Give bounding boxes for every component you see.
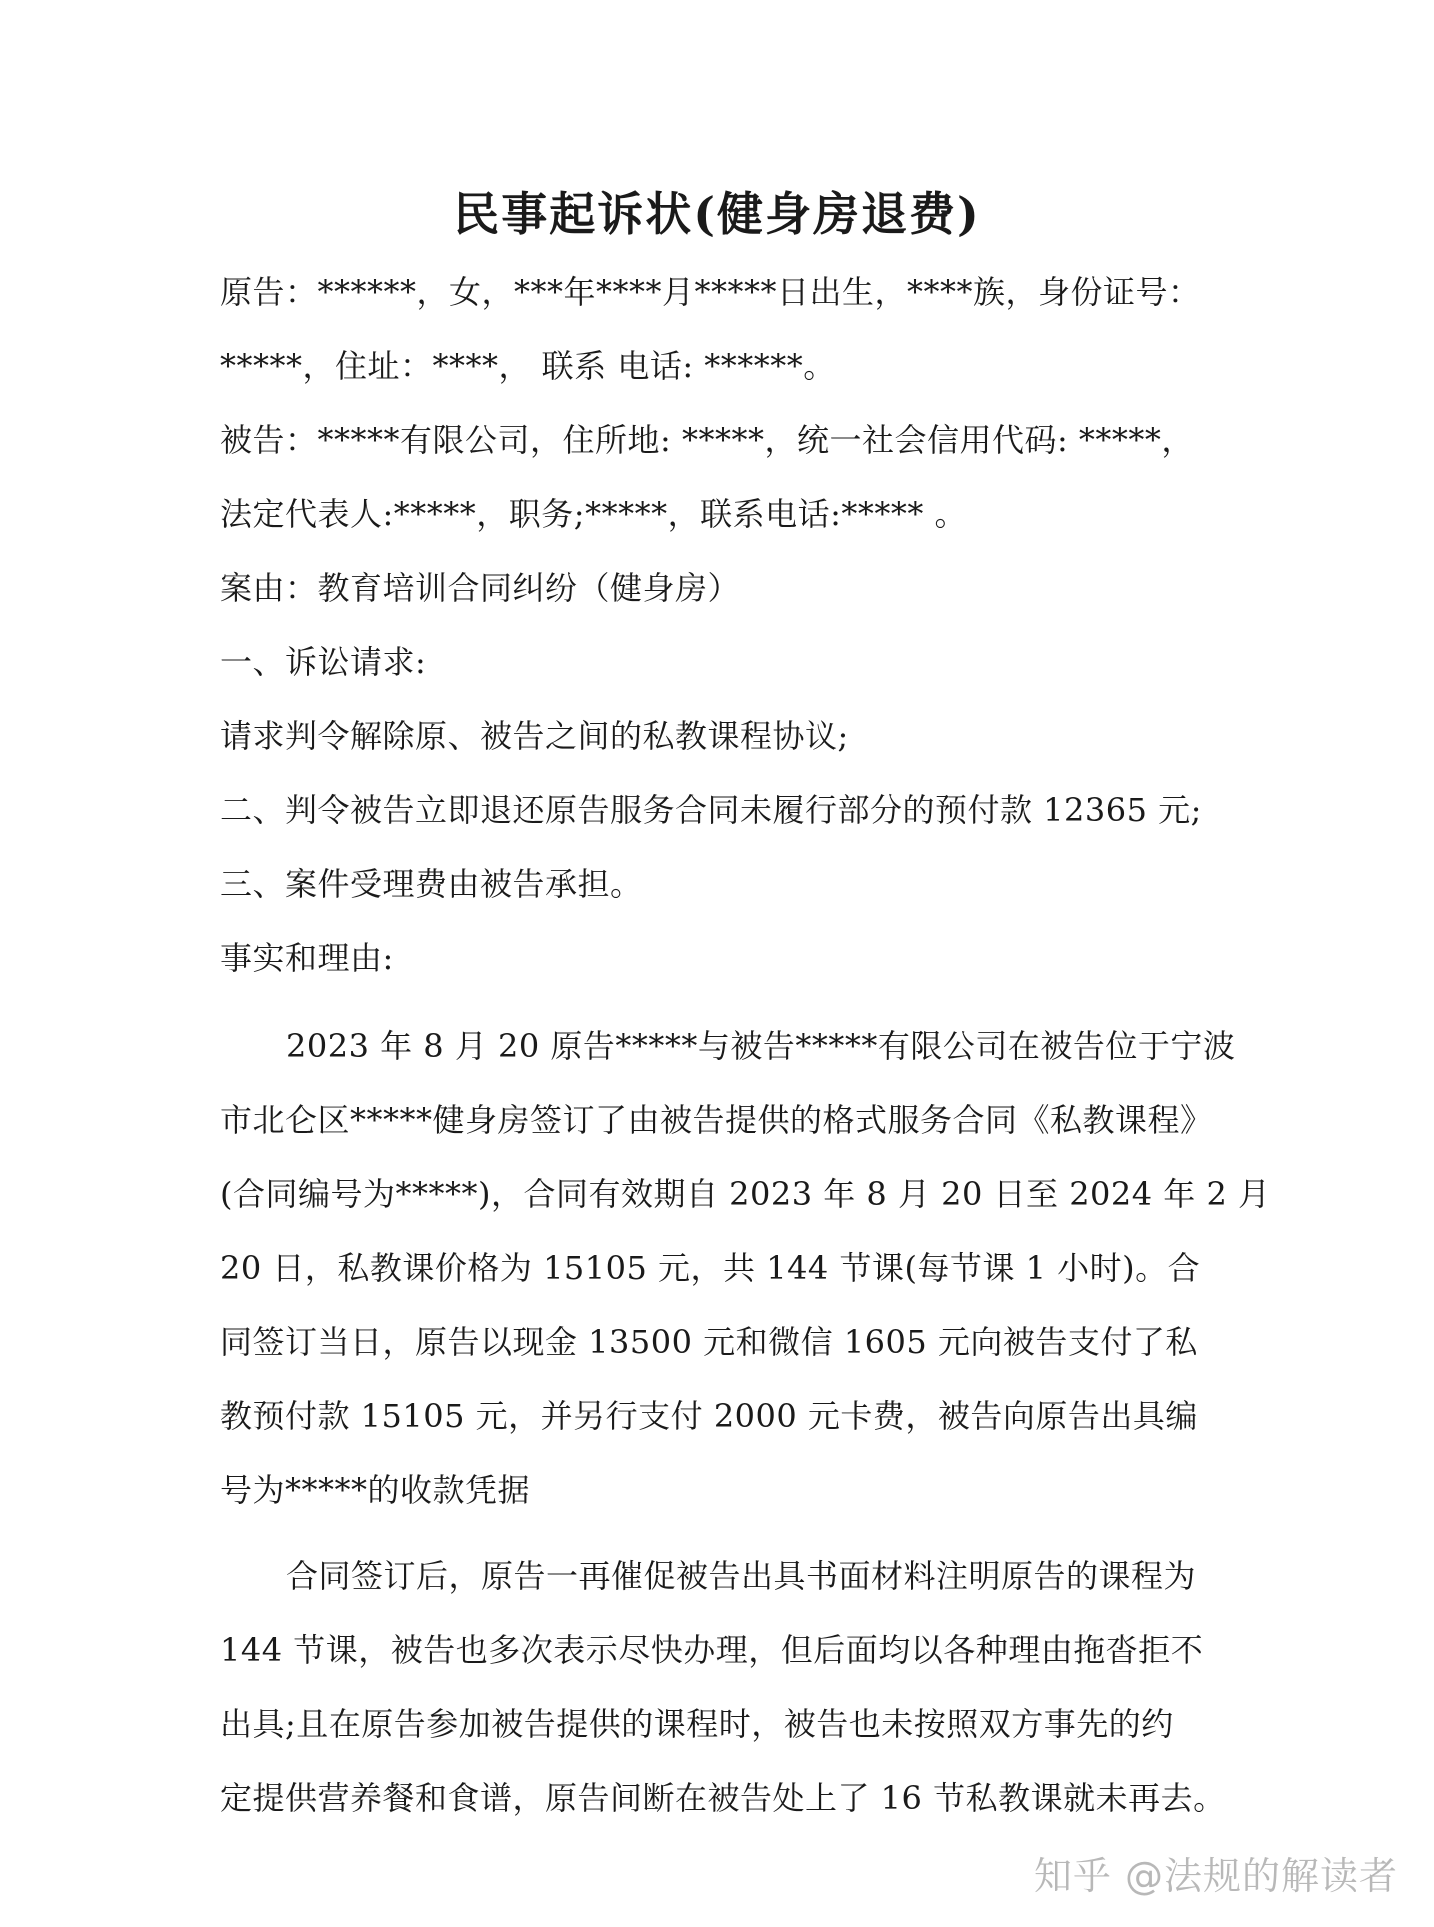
defendant-line-2: 法定代表人:*****，职务;*****，联系电话:***** 。	[220, 495, 968, 533]
claim-item-1: 请求判令解除原、被告之间的私教课程协议;	[220, 717, 849, 755]
facts-paragraph-1-line-4: 20 日，私教课价格为 15105 元，共 144 节课(每节课 1 小时)。合	[220, 1249, 1201, 1287]
facts-paragraph-1-line-3: (合同编号为*****)，合同有效期自 2023 年 8 月 20 日至 2024 年 2 月	[220, 1175, 1271, 1213]
facts-paragraph-2-line-2: 144 节课，被告也多次表示尽快办理，但后面均以各种理由拖沓拒不	[220, 1631, 1204, 1669]
claim-item-3: 三、案件受理费由被告承担。	[220, 865, 643, 903]
plaintiff-line-2: *****，住址：****， 联系 电话: ******。	[220, 347, 836, 385]
facts-paragraph-1-line-2: 市北仑区*****健身房签订了由被告提供的格式服务合同《私教课程》	[220, 1101, 1213, 1139]
facts-paragraph-1-line-1: 2023 年 8 月 20 原告*****与被告*****有限公司在被告位于宁波	[286, 1027, 1236, 1065]
plaintiff-line-1: 原告：******，女，***年****月*****日出生，****族，身份证号：	[220, 273, 1201, 311]
facts-paragraph-2-line-3: 出具;且在原告参加被告提供的课程时，被告也未按照双方事先的约	[220, 1705, 1174, 1743]
facts-paragraph-1-line-7: 号为*****的收款凭据	[220, 1471, 531, 1509]
claims-heading: 一、诉讼请求:	[220, 643, 427, 681]
facts-paragraph-2-line-4: 定提供营养餐和食谱，原告间断在被告处上了 16 节私教课就未再去。	[220, 1779, 1226, 1817]
facts-paragraph-1-line-6: 教预付款 15105 元，并另行支付 2000 元卡费，被告向原告出具编	[220, 1397, 1198, 1435]
facts-paragraph-2-line-1: 合同签订后，原告一再催促被告出具书面材料注明原告的课程为	[286, 1557, 1197, 1595]
zhihu-watermark: 知乎 @法规的解读者	[1033, 1854, 1398, 1898]
facts-paragraph-1-line-5: 同签订当日，原告以现金 13500 元和微信 1605 元向被告支付了私	[220, 1323, 1198, 1361]
case-cause: 案由：教育培训合同纠纷（健身房）	[220, 569, 741, 607]
document-title: 民事起诉状(健身房退费)	[453, 187, 981, 241]
facts-heading: 事实和理由:	[220, 939, 394, 977]
claim-item-2: 二、判令被告立即退还原告服务合同未履行部分的预付款 12365 元;	[220, 791, 1202, 829]
defendant-line-1: 被告：*****有限公司，住所地: *****，统一社会信用代码: *****，	[220, 421, 1194, 459]
